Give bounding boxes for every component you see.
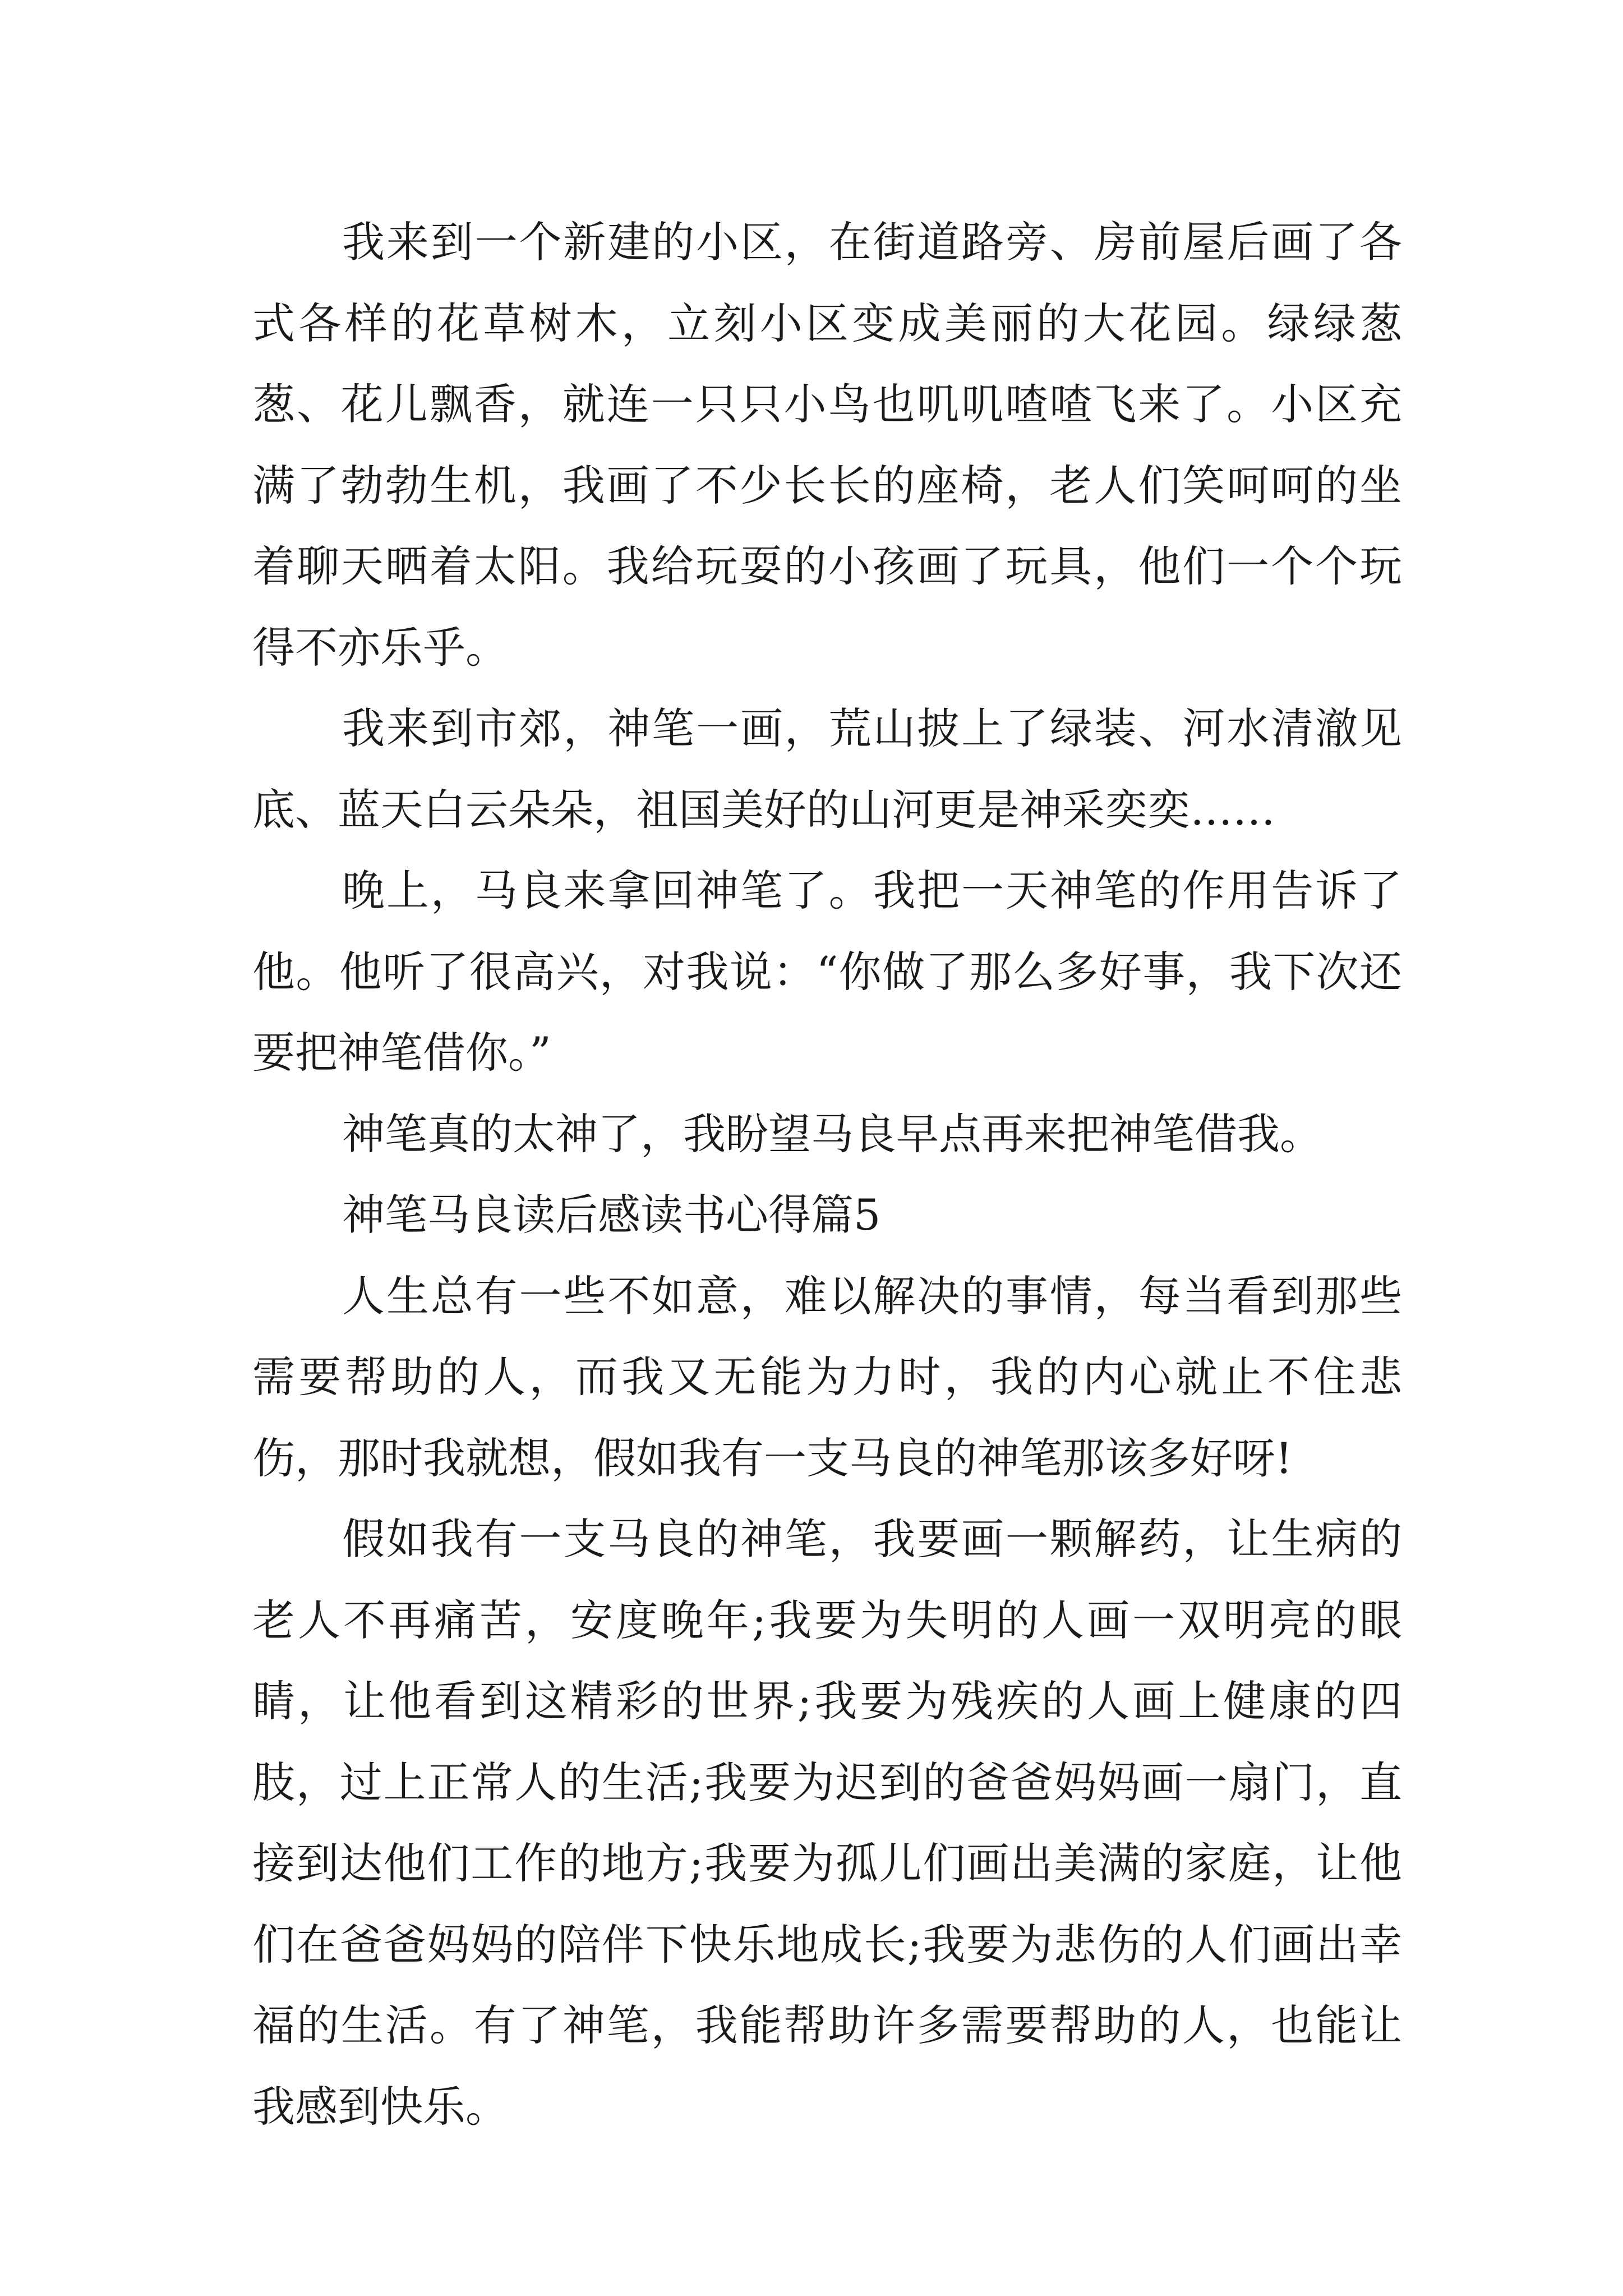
- paragraph-wishes: 假如我有一支马良的神笔，我要画一颗解药，让生病的老人不再痛苦，安度晚年;我要为失明的人画一双明亮的眼睛，让他看到这精彩的世界;我要为残疾的人画上健康的四肢，过上正常人的生活;我要为迟到的爸爸妈妈画一扇门，直接到达他们工作的地方;我要为孤儿们画出美满的家庭，让他们在爸爸妈妈的陪伴下快乐地成长;我要为悲伤的人们画出幸福的生活。有了神笔，我能帮助许多需要帮助的人，也能让我感到快乐。: [252, 1514, 1402, 2132]
- paragraph-hope: 神笔真的太神了，我盼望马良早点再来把神笔借我。: [342, 1108, 1322, 1159]
- paragraph-suburbs: 我来到市郊，神笔一画，荒山披上了绿装、河水清澈见底、蓝天白云朵朵，祖国美好的山河更是神采奕奕……: [252, 703, 1402, 835]
- section-heading: 神笔马良读后感读书心得篇5: [342, 1190, 881, 1240]
- document-body: [252, 202, 1402, 2147]
- paragraph-evening: 晚上，马良来拿回神笔了。我把一天神笔的作用告诉了他。他听了很高兴，对我说：“你做了那么多好事，我下次还要把神笔借你。”: [252, 866, 1402, 1078]
- paragraph-life: 人生总有一些不如意，难以解决的事情，每当看到那些需要帮助的人，而我又无能为力时，我的内心就止不住悲伤，那时我就想，假如我有一支马良的神笔那该多好呀!: [252, 1271, 1402, 1483]
- paragraph-community: 我来到一个新建的小区，在街道路旁、房前屋后画了各式各样的花草树木，立刻小区变成美丽的大花园。绿绿葱葱、花儿飘香，就连一只只小鸟也叽叽喳喳飞来了。小区充满了勃勃生机，我画了不少长长的座椅，老人们笑呵呵的坐着聊天晒着太阳。我给玩耍的小孩画了玩具，他们一个个玩得不亦乐乎。: [252, 217, 1402, 673]
